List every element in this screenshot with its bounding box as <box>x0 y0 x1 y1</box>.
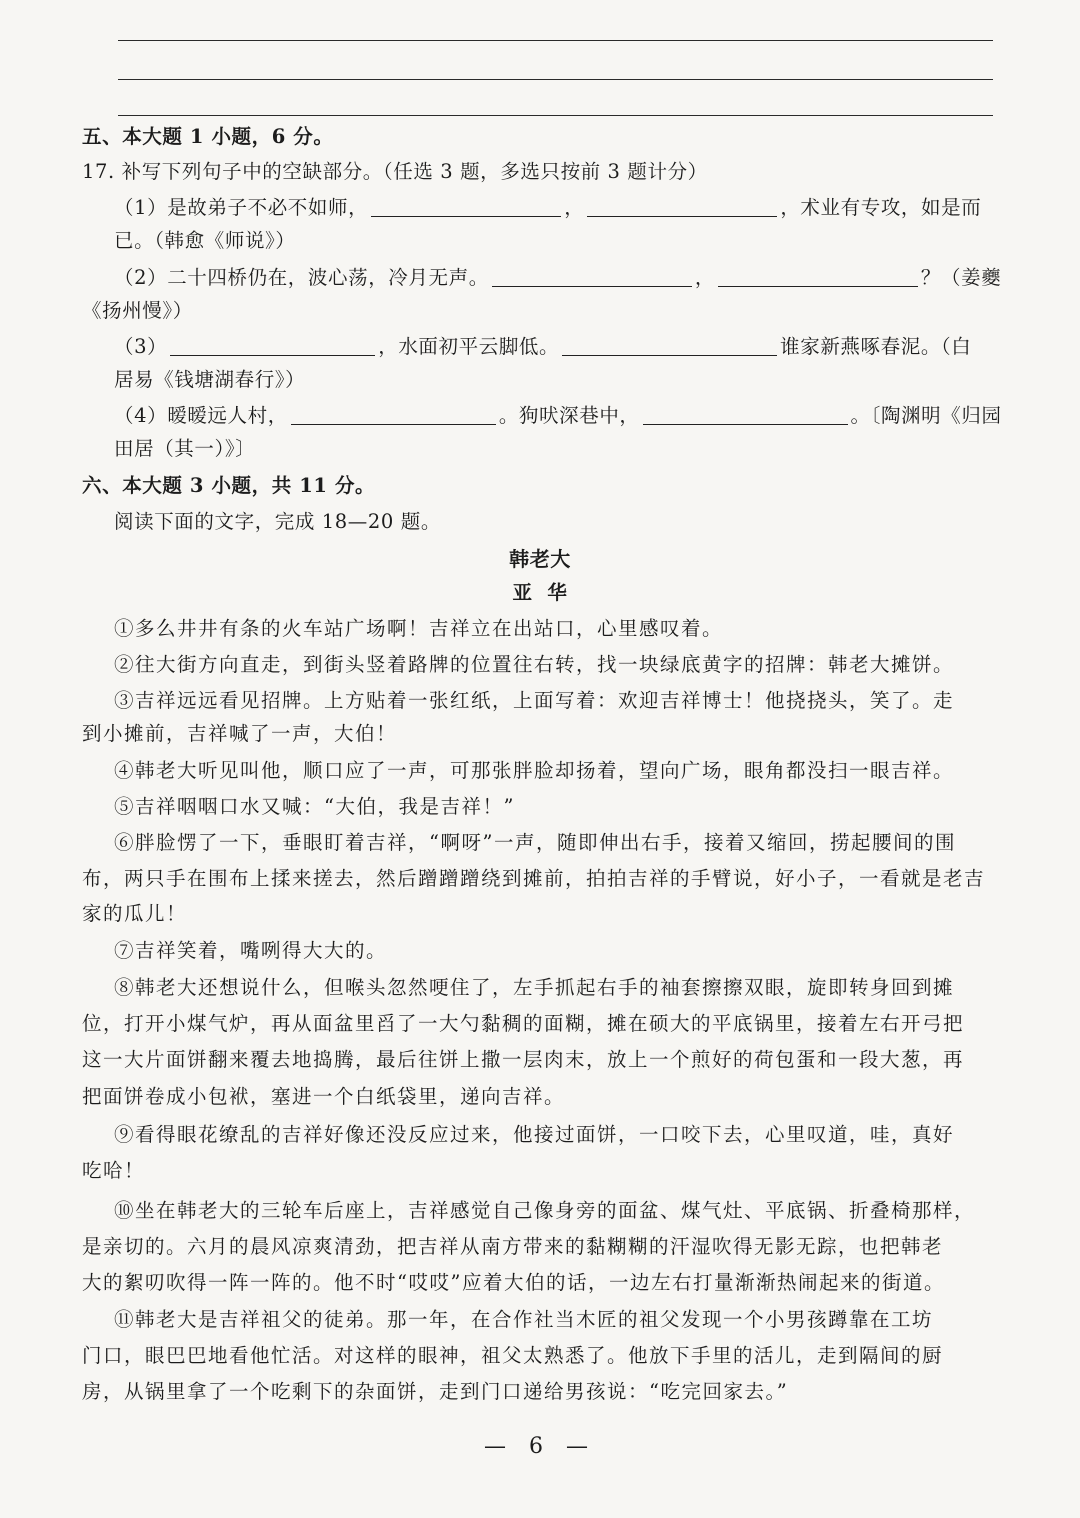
story-line: ⑧韩老大还想说什么，但喉头忽然哽住了，左手抓起右手的袖套擦擦双眼，旋即转身回到摊 <box>114 976 955 999</box>
story-line: ⑪韩老大是吉祥祖父的徒弟。那一年，在合作社当木匠的祖父发现一个小男孩蹲靠在工坊 <box>114 1308 934 1331</box>
reading-instruction: 阅读下面的文字，完成 18—20 题。 <box>114 510 441 533</box>
story-line: 位，打开小煤气炉，再从面盆里舀了一大勺黏稠的面糊，摊在硕大的平底锅里，接着左右开弓把 <box>82 1012 965 1035</box>
story-line: 布，两只手在围布上揉来搓去，然后蹭蹭蹭绕到摊前，拍拍吉祥的手臂说，好小子，一看就是老吉 <box>82 867 986 890</box>
story-line: 家的瓜儿！ <box>82 902 188 925</box>
page-number: — 6 — <box>484 1434 596 1459</box>
answer-blank[interactable] <box>718 264 918 287</box>
story-line: ⑦吉祥笑着，嘴咧得大大的。 <box>114 939 388 962</box>
story-line: ④韩老大听见叫他，顺口应了一声，可那张胖脸却扬着，望向广场，眼角都没扫一眼吉祥。 <box>114 759 955 782</box>
story-line: ③吉祥远远看见招牌。上方贴着一张红纸，上面写着：欢迎吉祥博士！他挠挠头，笑了。走 <box>114 689 955 712</box>
item-text: 《扬州慢》） <box>82 299 193 322</box>
item-text: 居易《钱塘湖春行》） <box>114 368 306 391</box>
answer-blank[interactable] <box>371 194 561 217</box>
answer-blank[interactable] <box>587 194 777 217</box>
story-line: ⑩坐在韩老大的三轮车后座上，吉祥感觉自己像身旁的面盆、煤气灶、平底锅、折叠椅那样， <box>114 1199 976 1222</box>
story-line: ⑨看得眼花缭乱的吉祥好像还没反应过来，他接过面饼，一口咬下去，心里叹道，哇，真好 <box>114 1123 955 1146</box>
item-text: ，水面初平云脚低。 <box>378 335 560 358</box>
item-text: （2）二十四桥仍在，波心荡，冷月无声。 <box>114 266 489 289</box>
answer-line <box>118 79 993 80</box>
story-line: 到小摊前，吉祥喊了一声，大伯！ <box>82 722 398 745</box>
item-text: （4）暧暧远人村， <box>114 404 288 427</box>
story-line: 是亲切的。六月的晨风凉爽清劲，把吉祥从南方带来的黏糊糊的汗湿吹得无影无踪，也把韩老 <box>82 1235 944 1258</box>
question-prompt: 17. 补写下列句子中的空缺部分。（任选 3 题，多选只按前 3 题计分） <box>82 160 708 183</box>
section-heading: 五、本大题 1 小题，6 分。 <box>82 125 334 148</box>
item-text: （1）是故弟子不必不如师， <box>114 196 369 219</box>
question-item-1 <box>114 193 1020 223</box>
story-line: ①多么井井有条的火车站广场啊！吉祥立在出站口，心里感叹着。 <box>114 617 724 640</box>
story-line: 这一大片面饼翻来覆去地捣腾，最后往饼上撒一层肉末，放上一个煎好的荷包蛋和一段大葱，再 <box>82 1048 965 1071</box>
item-text: 。〔陶渊明《归园 <box>850 404 1002 427</box>
item-text: 已。（韩愈《师说》） <box>114 229 296 252</box>
story-line: ⑤吉祥咽咽口水又喊：“大伯，我是吉祥！” <box>114 795 515 818</box>
question-item-2 <box>114 263 1020 293</box>
section-heading: 六、本大题 3 小题，共 11 分。 <box>82 474 376 497</box>
answer-line <box>118 40 993 41</box>
story-line: 把面饼卷成小包袱，塞进一个白纸袋里，递向吉祥。 <box>82 1085 566 1108</box>
item-text: 。狗吠深巷中， <box>498 404 640 427</box>
item-text: ， <box>564 196 585 219</box>
answer-blank[interactable] <box>492 264 692 287</box>
question-item-4 <box>114 401 1020 431</box>
answer-blank[interactable] <box>291 402 496 425</box>
story-line: ⑥胖脸愣了一下，垂眼盯着吉祥，“啊呀”一声，随即伸出右手，接着又缩回，捞起腰间的围 <box>114 831 956 854</box>
story-line: 门口，眼巴巴地看他忙活。对这样的眼神，祖父太熟悉了。他放下手里的活儿，走到隔间的厨 <box>82 1344 944 1367</box>
item-text: 谁家新燕啄春泥。（白 <box>780 335 972 358</box>
answer-blank[interactable] <box>562 333 777 356</box>
question-item-3 <box>114 332 1020 362</box>
item-text: （3） <box>114 335 168 358</box>
answer-blank[interactable] <box>170 333 375 356</box>
story-line: 大的絮叨吹得一阵一阵的。他不时“哎哎”应着大伯的话，一边左右打量渐渐热闹起来的街道。 <box>82 1271 945 1294</box>
item-text: ？（姜夔 <box>920 266 1002 289</box>
story-line: 吃哈！ <box>82 1159 146 1182</box>
item-text: ，术业有专攻，如是而 <box>780 196 982 219</box>
story-author: 亚 华 <box>512 581 568 604</box>
story-title: 韩老大 <box>509 547 571 571</box>
answer-line <box>118 115 993 116</box>
answer-blank[interactable] <box>643 402 848 425</box>
story-line: ②往大街方向直走，到街头竖着路牌的位置往右转，找一块绿底黄字的招牌：韩老大摊饼。 <box>114 653 955 676</box>
item-text: ， <box>694 266 715 289</box>
item-text: 田居（其一）》〕 <box>114 437 256 460</box>
story-line: 房，从锅里拿了一个吃剩下的杂面饼，走到门口递给男孩说：“吃完回家去。” <box>82 1380 789 1403</box>
